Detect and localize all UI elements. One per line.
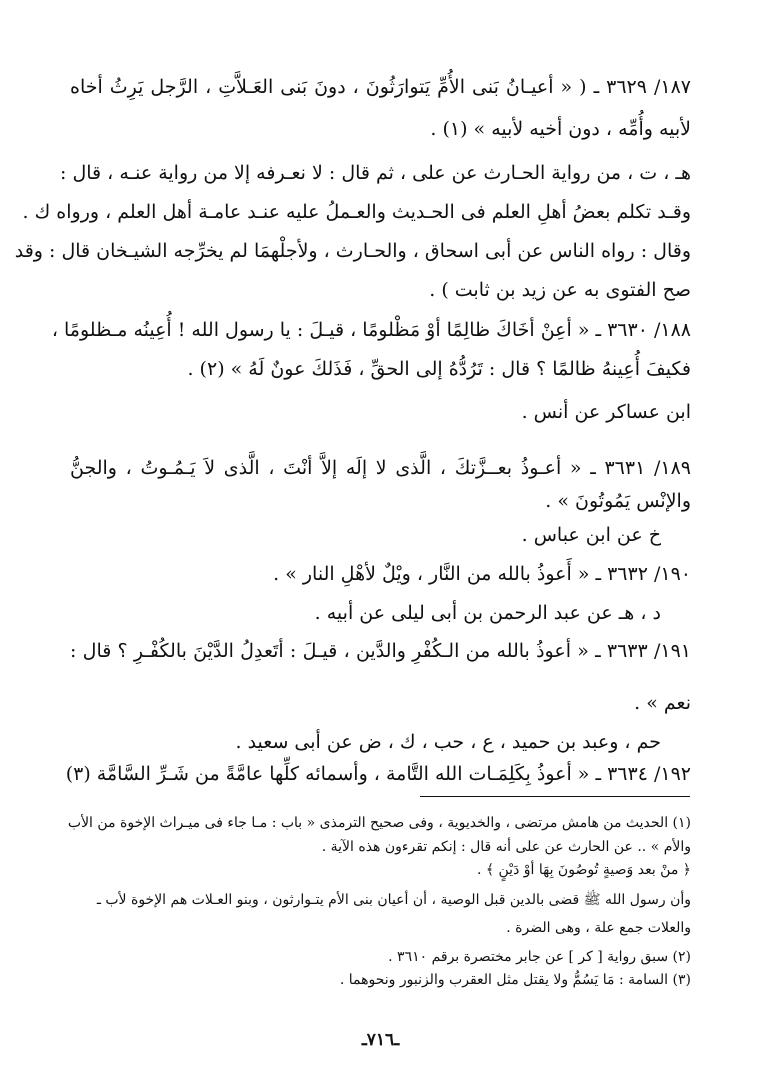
- text-line: فكيفَ أُعِينهُ ظالمًا ؟ قال : تَرُدُّهُ إلى الحقِّ ، فَذَلكَ عونٌ لَهُ » (٢) .: [187, 358, 691, 380]
- text-line: د ، هـ عن عبد الرحمن بن أبى ليلى عن أبيه .: [314, 602, 661, 624]
- text-line: ١٨٧/ ٣٦٢٩ ـ ( « أعيـانُ بَنى الأُمِّ يَتوارَثُونَ ، دونَ بَنى العَـلاَّتِ ، الرَّجل يَرِثُ أخاه: [70, 76, 691, 98]
- text-line: ١٨٨/ ٣٦٣٠ ـ « أعِنْ أخَاكَ ظالِمًا أوْ مَظْلومًا ، قيـلَ : يا رسول الله ! أُعِينُه مـظلومًا ،: [51, 319, 691, 341]
- footnote-line: والعلات جمع علة ، وهى الضرة .: [506, 920, 691, 936]
- text-line: لأبيه وأُمِّه ، دون أخيه لأبيه » (١) .: [430, 118, 691, 140]
- text-line: ١٨٩/ ٣٦٣١ ـ « أعـوذُ بعــزَّتكَ ، الَّذى لا إلَه إلاَّ أنْتَ ، الَّذى لاَ يَـمُـوتُ ، والجنُّ: [70, 457, 692, 479]
- text-line: ١٩٠/ ٣٦٣٢ ـ « أَعوذُ بالله من النَّار ، ويْلٌ لأهْلِ النار » .: [273, 563, 691, 585]
- text-line: نعم » .: [634, 692, 691, 714]
- footnote-line: (٢) سبق رواية [ كر ] عن جابر مختصرة برقم ٣٦١٠ .: [388, 949, 691, 965]
- footnote-line: ﴿ منْ بعد وَصيةٍ تُوصُونَ بِهَا أوْ دَيْنٍ ﴾ .: [476, 862, 691, 878]
- text-line: هـ ، ت ، من رواية الحـارث عن على ، ثم قال : لا نعـرفه إلا من رواية عنـه ، قال :: [60, 162, 691, 184]
- footnote-separator: [420, 796, 690, 797]
- text-line: خ عن ابن عباس .: [521, 524, 661, 546]
- text-line: حم ، وعبد بن حميد ، ع ، حب ، ك ، ض عن أبى سعيد .: [235, 731, 661, 753]
- footnote-line: (٣) السامة : مَا يَسُمُّ ولا يقتل مثل العقرب والزنبور ونحوهما .: [339, 972, 691, 988]
- text-line: ١٩١/ ٣٦٣٣ ـ « أعوذُ بالله من الـكُفْرِ والدَّين ، قيـلَ : أتَعدِلُ الدَّيْنَ بالكُفْـرِ ؟ قال :: [70, 640, 691, 662]
- footnote-line: (١) الحديث من هامش مرتضى ، والخديوية ، وفى صحيح الترمذى « باب : مـا جاء فى ميـراث الإخوة من الأب: [67, 815, 691, 831]
- text-line: ابن عساكر عن أنس .: [521, 401, 691, 423]
- text-line: وقال : رواه الناس عن أبى اسحاق ، والحـارث ، ولأجلْهمَا لم يخرِّجه الشيـخان قال : وقد: [14, 240, 691, 262]
- footnote-line: والأم » .. عن الحارث عن على أنه قال : إنكم تقرءون هذه الآية .: [321, 839, 691, 855]
- page-number: ـ٧١٦ـ: [361, 1030, 400, 1050]
- footnote-line: وأن رسول الله ﷺ قضى بالدين قبل الوصية ، أن أعيان بنى الأم يتـوارثون ، وبنو العـلات هم الإخوة لأب ـ: [96, 892, 691, 908]
- text-line: صح الفتوى به عن زيد بن ثابت ) .: [429, 279, 691, 301]
- text-line: وقـد تكلم بعضُ أهلِ العلم فى الحـديث والعـملُ عليه عنـد عامـة أهل العلم ، ورواه ك .: [22, 201, 691, 223]
- text-line: والإنْس يَمُوتُونَ » .: [545, 490, 691, 512]
- text-line: ١٩٢/ ٣٦٣٤ ـ « أعوذُ بِكَلِمَـات الله التَّامة ، وأسمائه كلِّها عامَّةً من شَـرِّ السَّامَّة (٣): [65, 763, 691, 785]
